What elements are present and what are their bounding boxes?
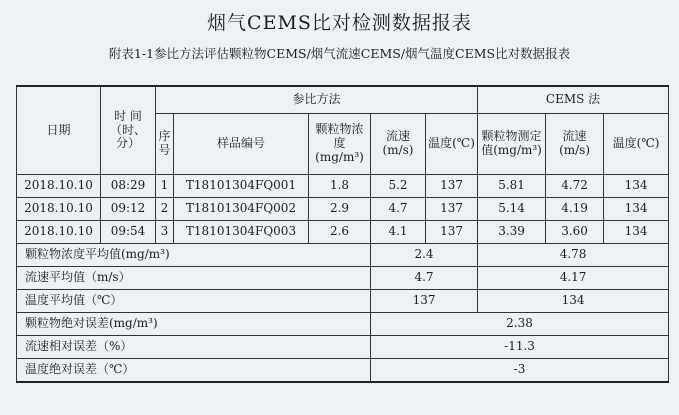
average-cems-value: 4.78: [478, 244, 669, 267]
col-group-reference-method: 参比方法: [156, 86, 478, 114]
average-row-temp: [17, 290, 669, 313]
cell-cems-speed: 4.19: [546, 198, 604, 221]
col-header-date: 日期: [17, 86, 101, 175]
header-row-1: [17, 86, 669, 114]
comparison-table: [16, 85, 669, 383]
cell-cems-particle: 5.14: [478, 198, 546, 221]
average-ref-value: 4.7: [371, 267, 478, 290]
error-label: 颗粒物绝对误差(mg/m³): [17, 313, 371, 336]
cell-ref-particle: 2.9: [309, 198, 371, 221]
report-title: 烟气CEMS比对检测数据报表: [207, 12, 472, 34]
cell-sample: T18101304FQ003: [174, 221, 309, 244]
cell-time: 09:12: [101, 198, 156, 221]
cell-cems-temp: 134: [604, 198, 669, 221]
cell-time: 08:29: [101, 175, 156, 198]
error-value: -11.3: [371, 336, 669, 359]
cell-date: 2018.10.10: [17, 198, 101, 221]
average-ref-value: 137: [371, 290, 478, 313]
cell-seq: 2: [156, 198, 174, 221]
average-label: 颗粒物浓度平均值(mg/m³): [17, 244, 371, 267]
col-header-time: 时 间（时、分）: [101, 86, 156, 175]
average-row-speed: [17, 267, 669, 290]
cell-seq: 3: [156, 221, 174, 244]
average-cems-value: 134: [478, 290, 669, 313]
cell-time: 09:54: [101, 221, 156, 244]
error-row-particle: [17, 313, 669, 336]
cell-ref-speed: 4.1: [371, 221, 426, 244]
col-header-ref-speed: 流速(m/s): [371, 114, 426, 175]
table-row: [17, 221, 669, 244]
cell-cems-speed: 4.72: [546, 175, 604, 198]
average-label: 流速平均值（m/s）: [17, 267, 371, 290]
table-row: [17, 175, 669, 198]
table-row: [17, 198, 669, 221]
error-label: 温度绝对误差（℃）: [17, 359, 371, 383]
cell-ref-temp: 137: [426, 198, 478, 221]
cell-cems-speed: 3.60: [546, 221, 604, 244]
error-value: -3: [371, 359, 669, 383]
cell-cems-temp: 134: [604, 175, 669, 198]
col-header-ref-temp: 温度(℃): [426, 114, 478, 175]
col-header-sample-no: 样品编号: [174, 114, 309, 175]
average-cems-value: 4.17: [478, 267, 669, 290]
error-value: 2.38: [371, 313, 669, 336]
error-row-temp: [17, 359, 669, 383]
col-header-cems-temp: 温度(℃): [604, 114, 669, 175]
col-header-cems-particle: 颗粒物测定值(mg/m³): [478, 114, 546, 175]
col-header-ref-particle: 颗粒物浓度(mg/m³): [309, 114, 371, 175]
cell-date: 2018.10.10: [17, 221, 101, 244]
cell-cems-particle: 3.39: [478, 221, 546, 244]
cell-ref-speed: 4.7: [371, 198, 426, 221]
cell-ref-speed: 5.2: [371, 175, 426, 198]
average-row-particle: [17, 244, 669, 267]
col-header-cems-speed: 流速(m/s): [546, 114, 604, 175]
average-label: 温度平均值（℃）: [17, 290, 371, 313]
cell-sample: T18101304FQ001: [174, 175, 309, 198]
error-row-speed: [17, 336, 669, 359]
cell-ref-particle: 2.6: [309, 221, 371, 244]
error-label: 流速相对误差（%）: [17, 336, 371, 359]
average-ref-value: 2.4: [371, 244, 478, 267]
cell-date: 2018.10.10: [17, 175, 101, 198]
cell-ref-temp: 137: [426, 175, 478, 198]
cell-cems-temp: 134: [604, 221, 669, 244]
cell-sample: T18101304FQ002: [174, 198, 309, 221]
cell-ref-temp: 137: [426, 221, 478, 244]
report-subtitle: 附表1-1参比方法评估颗粒物CEMS/烟气流速CEMS/烟气温度CEMS比对数据报表: [108, 46, 571, 61]
col-header-seq: 序号: [156, 114, 174, 175]
cell-cems-particle: 5.81: [478, 175, 546, 198]
cell-seq: 1: [156, 175, 174, 198]
cell-ref-particle: 1.8: [309, 175, 371, 198]
col-group-cems-method: CEMS 法: [478, 86, 669, 114]
